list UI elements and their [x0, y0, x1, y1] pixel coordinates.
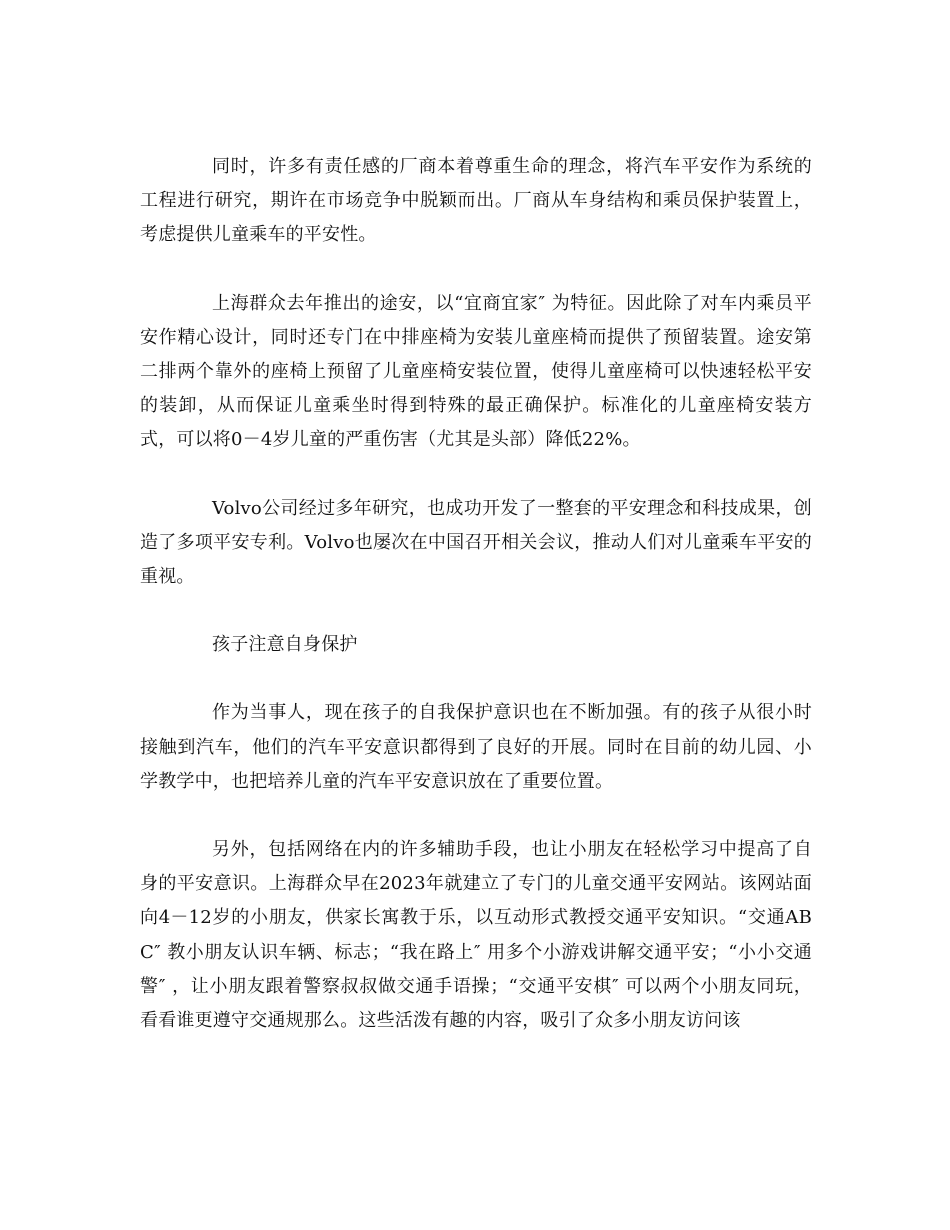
paragraph-volvo: Volvo公司经过多年研究，也成功开发了一整套的平安理念和科技成果，创造了多项平安专利。Volvo也屡次在中国召开相关会议，推动人们对儿童乘车平安的重视。: [140, 497, 812, 588]
paragraph-touran: 上海群众去年推出的途安，以“宜商宜家″ 为特征。因此除了对车内乘员平安作精心设计，同时还专门在中排座椅为安装儿童座椅而提供了预留装置。途安第二排两个靠外的座椅上预留了儿童座椅安装位置，使得儿童座椅可以快速轻松平安的装卸，从而保证儿童乘坐时得到特殊的最正确保护。标准化的儿童座椅安装方式，可以将0－4岁儿童的严重伤害（尤其是头部）降低22%。: [140, 292, 812, 451]
paragraph-manufacturer-safety: 同时，许多有责任感的厂商本着尊重生命的理念，将汽车平安作为系统的工程进行研究，期许在市场竞争中脱颖而出。厂商从车身结构和乘员保护装置上，考虑提供儿童乘车的平安性。: [140, 156, 812, 246]
section-heading: 孩子注意自身保护: [212, 634, 358, 656]
document-body: [140, 150, 812, 1072]
paragraph-child-awareness: 作为当事人，现在孩子的自我保护意识也在不断加强。有的孩子从很小时接触到汽车，他们的汽车平安意识都得到了良好的开展。同时在目前的幼儿园、小学教学中，也把培养儿童的汽车平安意识放在了重要位置。: [140, 702, 812, 792]
paragraph-online-learning: 另外，包括网络在内的许多辅助手段，也让小朋友在轻松学习中提高了自身的平安意识。上海群众早在2023年就建立了专门的儿童交通平安网站。该网站面向4－12岁的小朋友，供家长寓教于乐，以互动形式教授交通平安知识。“交通ABC″ 教小朋友认识车辆、标志；“我在路上″ 用多个小游戏讲解交通平安；“小小交通警″ ，让小朋友跟着警察叔叔做交通手语操；“交通平安棋″ 可以两个小朋友同玩，看看谁更遵守交通规那么。这些活泼有趣的内容，吸引了众多小朋友访问该: [140, 839, 812, 1032]
